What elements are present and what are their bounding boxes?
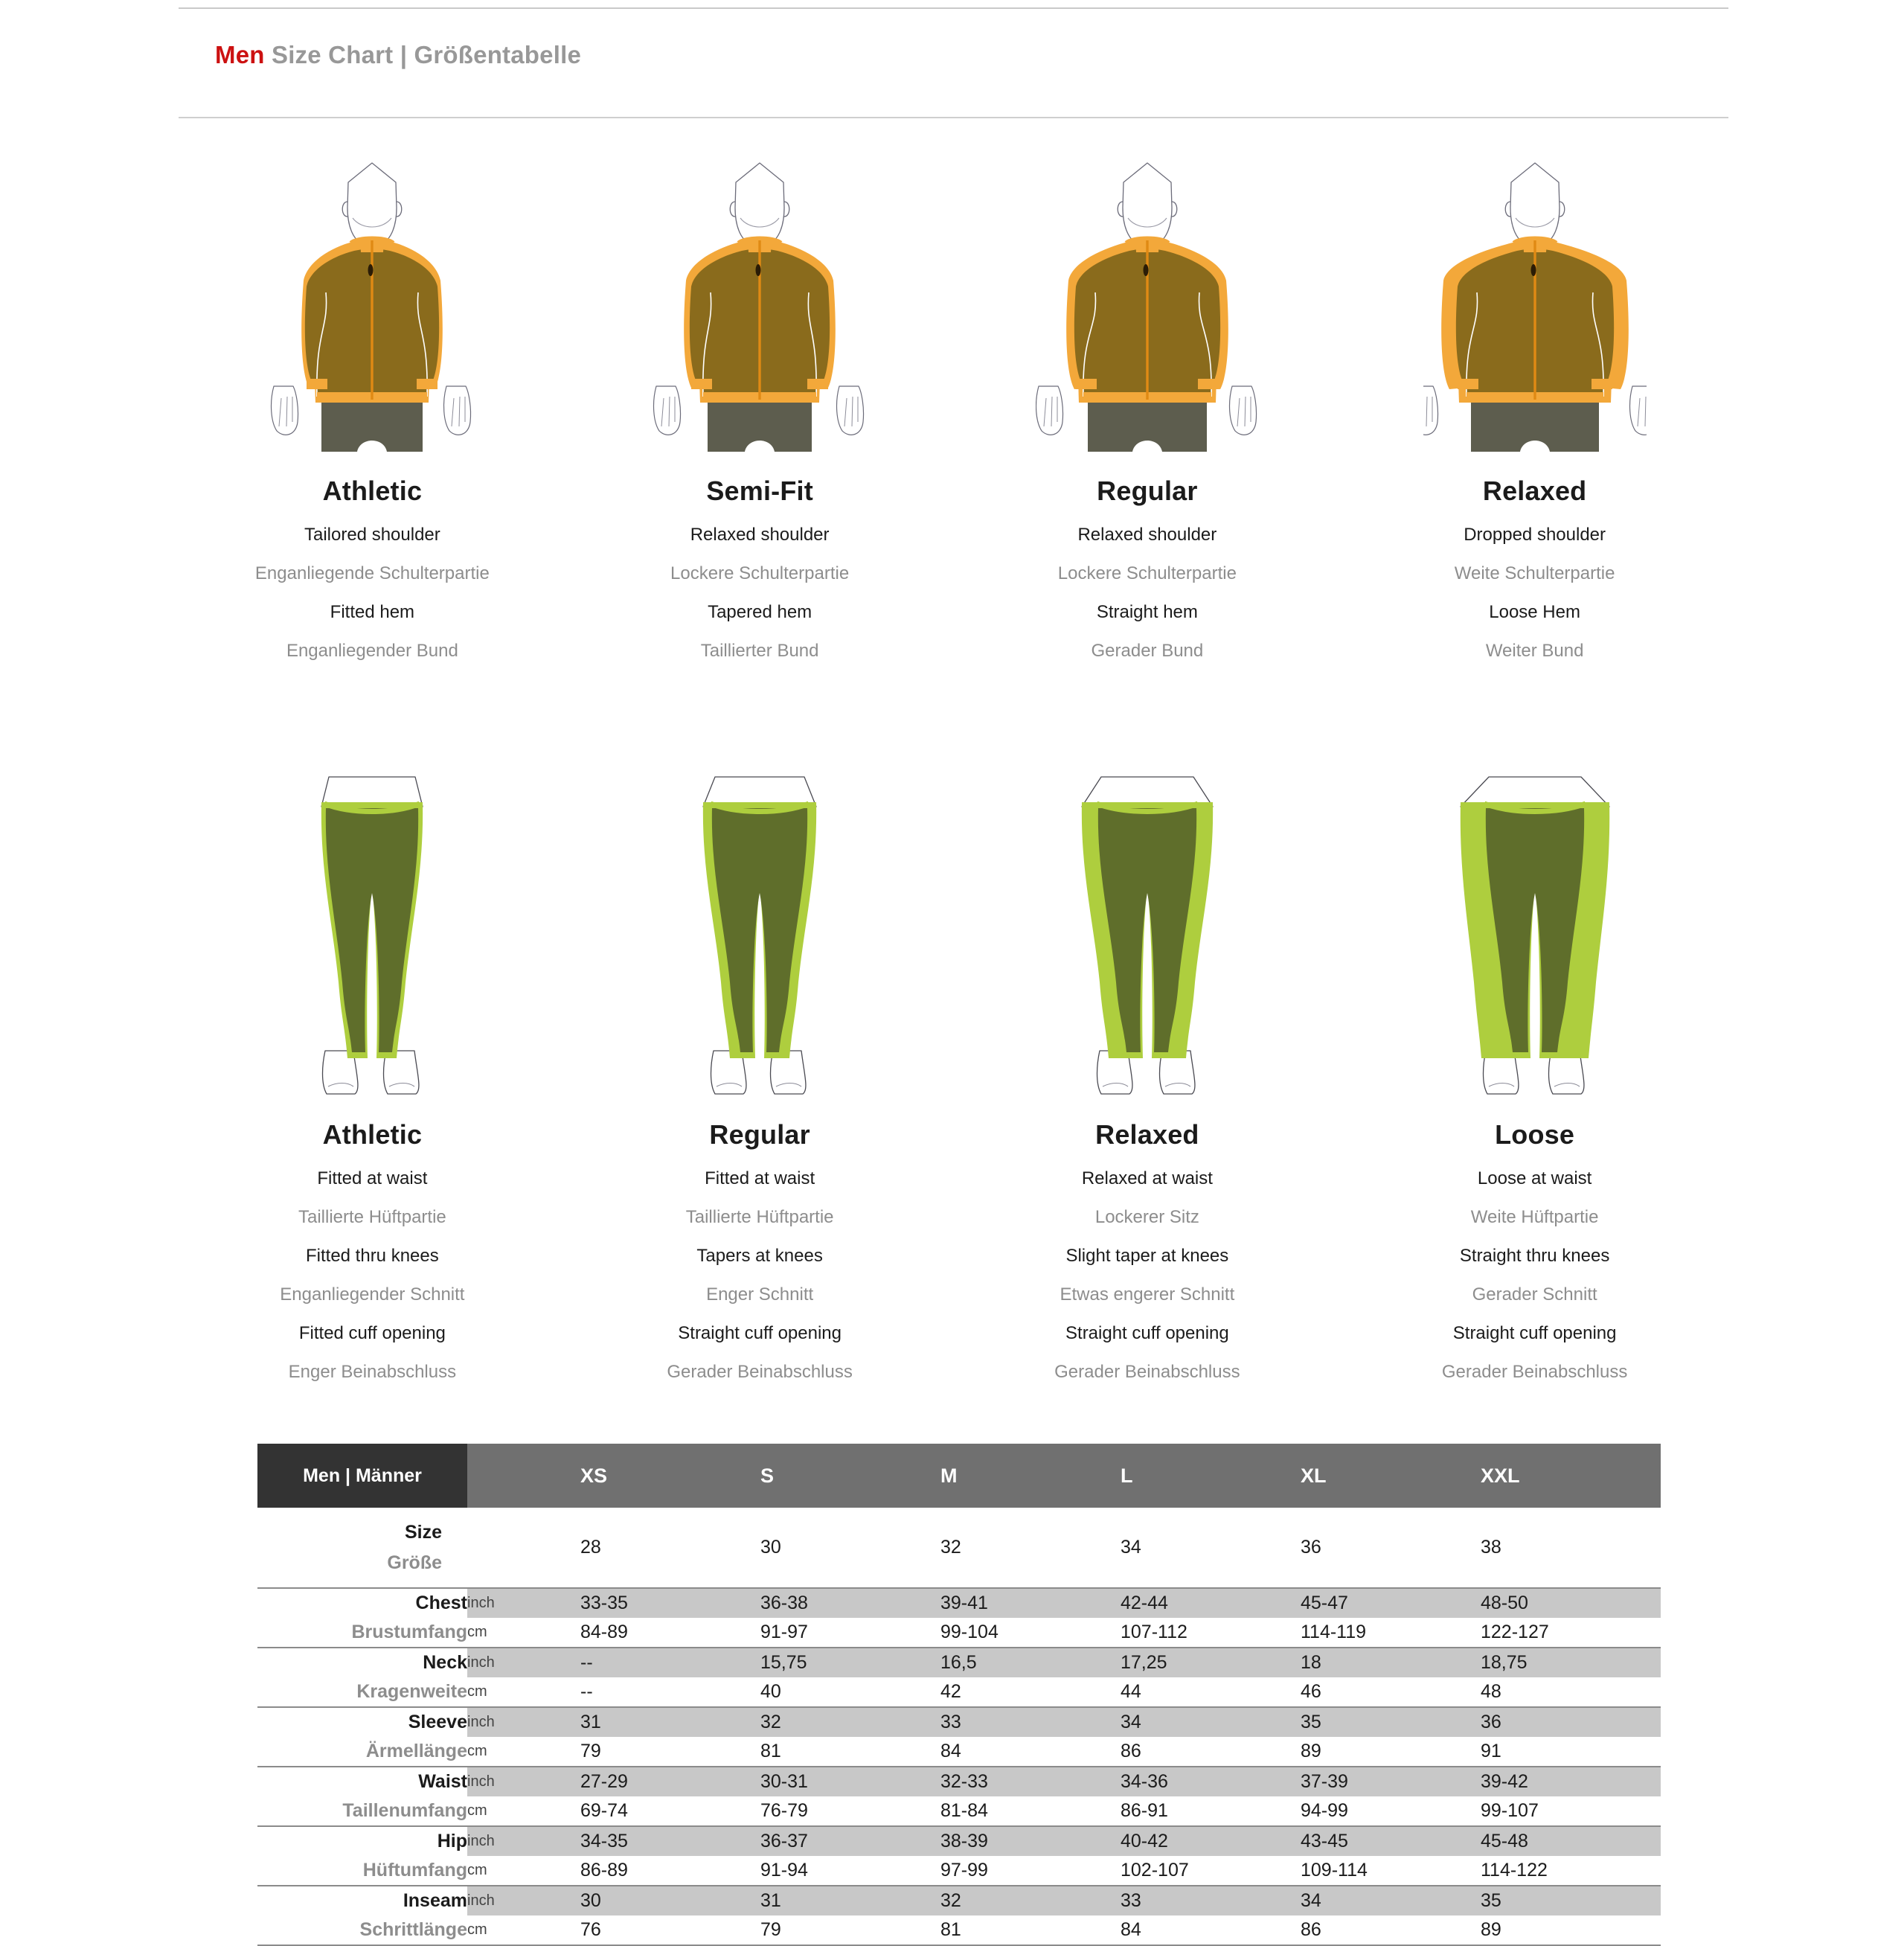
fit-detail-en: Straight cuff opening <box>678 1323 842 1343</box>
table-cell: 17,25 <box>1121 1648 1301 1677</box>
jacket-semifit-illustration <box>648 130 871 458</box>
pants-fit-column-loose <box>1341 759 1728 1383</box>
table-cell: 34 <box>1121 1537 1141 1558</box>
table-cell: 35 <box>1301 1707 1481 1737</box>
table-cell: 114-122 <box>1481 1860 1548 1881</box>
table-cell: 18 <box>1301 1648 1481 1677</box>
size-column-header-xxl: XXL <box>1481 1444 1661 1508</box>
fit-name: Regular <box>1097 476 1198 506</box>
fit-detail-de: Etwas engerer Schnitt <box>1060 1284 1235 1305</box>
table-cell: 33 <box>940 1707 1121 1737</box>
pants-fit-column-relaxed <box>954 759 1342 1383</box>
fit-detail-en: Fitted at waist <box>317 1168 428 1188</box>
fit-detail-en: Dropped shoulder <box>1464 525 1606 545</box>
pants-athletic-illustration <box>275 759 469 1101</box>
table-cell: 97-99 <box>940 1860 988 1881</box>
fit-detail-en: Relaxed shoulder <box>690 525 830 545</box>
table-cell: 81 <box>760 1741 781 1761</box>
row-label-de: Brustumfang <box>351 1622 467 1642</box>
table-cell: 16,5 <box>940 1648 1121 1677</box>
table-cell: 15,75 <box>760 1648 940 1677</box>
fit-detail-de: Gerader Schnitt <box>1472 1284 1597 1305</box>
table-cell: 84 <box>940 1741 961 1761</box>
table-cell: 45-48 <box>1481 1826 1661 1856</box>
table-cell: 40-42 <box>1121 1826 1301 1856</box>
table-cell: 39-42 <box>1481 1767 1661 1796</box>
fit-detail-en: Fitted at waist <box>705 1168 815 1188</box>
table-cell: 69-74 <box>580 1800 628 1821</box>
row-unit-cell <box>467 1508 580 1588</box>
table-row <box>257 1677 1661 1707</box>
fit-name: Relaxed <box>1482 476 1587 506</box>
table-cell: 39-41 <box>940 1588 1121 1618</box>
table-cell: 86-89 <box>580 1860 628 1881</box>
table-cell: 34 <box>1301 1886 1481 1915</box>
table-cell: 81-84 <box>940 1800 988 1821</box>
table-cell: 86-91 <box>1121 1800 1168 1821</box>
row-label-de: Größe <box>387 1552 442 1573</box>
table-cell: 40 <box>760 1681 781 1702</box>
table-row <box>257 1618 1661 1648</box>
table-row <box>257 1737 1661 1767</box>
table-cell: 30 <box>760 1537 781 1558</box>
table-cell: 43-45 <box>1301 1826 1481 1856</box>
table-cell: 102-107 <box>1121 1860 1189 1881</box>
table-cell: 89 <box>1481 1915 1661 1945</box>
row-label-de: Ärmellänge <box>365 1741 467 1761</box>
table-cell: -- <box>580 1648 760 1677</box>
table-cell: 33 <box>1121 1886 1301 1915</box>
row-label-en: Waist <box>257 1767 467 1796</box>
fit-detail-de: Enger Schnitt <box>706 1284 814 1305</box>
table-cell: 122-127 <box>1481 1622 1549 1642</box>
jacket-relaxed-illustration <box>1423 130 1647 458</box>
fit-detail-en: Straight cuff opening <box>1452 1323 1617 1343</box>
table-cell: 36 <box>1301 1537 1321 1558</box>
fit-detail-en: Tapers at knees <box>696 1246 823 1266</box>
size-table <box>257 1444 1661 1946</box>
fit-name: Relaxed <box>1095 1119 1199 1150</box>
table-cell: 30-31 <box>760 1767 940 1796</box>
table-cell: 79 <box>580 1741 601 1761</box>
table-cell: 48 <box>1481 1681 1501 1702</box>
pants-fit-column-regular <box>566 759 954 1383</box>
table-cell: 45-47 <box>1301 1588 1481 1618</box>
table-cell: 79 <box>760 1915 940 1945</box>
table-cell: 91-94 <box>760 1860 808 1881</box>
table-cell: 84 <box>1121 1915 1301 1945</box>
table-cell: 94-99 <box>1301 1800 1348 1821</box>
table-cell: 32-33 <box>940 1767 1121 1796</box>
row-unit-cell: inch <box>467 1886 580 1915</box>
table-cell: 99-107 <box>1481 1800 1539 1821</box>
fit-name: Loose <box>1495 1119 1575 1150</box>
fit-detail-en: Relaxed at waist <box>1081 1168 1213 1188</box>
jacket-fit-grid <box>179 130 1728 662</box>
row-unit-cell: inch <box>467 1707 580 1737</box>
fit-detail-de: Enganliegender Schnitt <box>280 1284 465 1305</box>
row-unit-cell: cm <box>467 1683 487 1700</box>
table-cell: 76 <box>580 1915 760 1945</box>
fit-detail-en: Straight cuff opening <box>1065 1323 1229 1343</box>
row-label-en: Inseam <box>257 1886 467 1915</box>
jacket-fit-column-semi-fit <box>566 130 954 662</box>
header-rule-bottom <box>179 117 1728 118</box>
header-rule-top <box>179 7 1728 9</box>
table-cell: -- <box>580 1681 593 1702</box>
pants-loose-illustration <box>1438 759 1632 1101</box>
row-label-en: Chest <box>257 1588 467 1618</box>
fit-detail-en: Fitted hem <box>330 602 415 622</box>
size-table-header <box>257 1444 1661 1508</box>
row-label-en: Size <box>404 1521 442 1543</box>
table-row <box>257 1648 1661 1677</box>
fit-detail-en: Relaxed shoulder <box>1077 525 1217 545</box>
table-cell: 109-114 <box>1301 1860 1368 1881</box>
fit-detail-de: Weite Hüftpartie <box>1470 1207 1599 1227</box>
fit-detail-en: Loose Hem <box>1489 602 1580 622</box>
table-cell: 28 <box>580 1537 601 1558</box>
table-cell: 34-35 <box>580 1826 760 1856</box>
jacket-fit-column-regular <box>954 130 1342 662</box>
table-cell: 31 <box>580 1707 760 1737</box>
fit-detail-en: Loose at waist <box>1477 1168 1592 1188</box>
jacket-athletic-illustration <box>260 130 484 458</box>
table-cell: 32 <box>940 1886 1121 1915</box>
size-column-header-xs: XS <box>580 1444 760 1508</box>
table-cell: 38-39 <box>940 1826 1121 1856</box>
table-cell: 32 <box>760 1707 940 1737</box>
table-row <box>257 1508 1661 1588</box>
row-unit-cell: cm <box>467 1802 487 1819</box>
table-cell: 18,75 <box>1481 1648 1661 1677</box>
fit-detail-de: Enganliegende Schulterpartie <box>254 563 490 583</box>
table-cell: 44 <box>1121 1681 1141 1702</box>
row-label-en: Sleeve <box>257 1707 467 1737</box>
fit-detail-de: Gerader Beinabschluss <box>1054 1362 1240 1382</box>
row-label-en: Hip <box>257 1826 467 1856</box>
row-label-en: Neck <box>257 1648 467 1677</box>
table-cell: 86 <box>1301 1915 1481 1945</box>
table-row <box>257 1767 1661 1796</box>
table-cell: 76-79 <box>760 1800 808 1821</box>
fit-name: Athletic <box>322 1119 423 1150</box>
page-title-rest: Size Chart | Größentabelle <box>264 41 582 68</box>
table-cell: 33-35 <box>580 1588 760 1618</box>
table-cell: 107-112 <box>1121 1622 1187 1642</box>
fit-detail-de: Weiter Bund <box>1485 641 1584 661</box>
table-row <box>257 1915 1661 1945</box>
row-unit-cell: inch <box>467 1648 580 1677</box>
size-column-header-s: S <box>760 1444 940 1508</box>
table-cell: 31 <box>760 1886 940 1915</box>
size-column-header-m: M <box>940 1444 1121 1508</box>
table-cell: 32 <box>940 1537 961 1558</box>
jacket-fit-column-athletic <box>179 130 566 662</box>
pants-regular-illustration <box>663 759 856 1101</box>
table-cell: 99-104 <box>940 1622 999 1642</box>
table-cell: 81 <box>940 1915 1121 1945</box>
row-unit-cell: cm <box>467 1743 487 1759</box>
pants-fit-grid <box>179 759 1728 1383</box>
fit-name: Regular <box>709 1119 810 1150</box>
fit-detail-en: Fitted thru knees <box>305 1246 439 1266</box>
table-cell: 91-97 <box>760 1622 808 1642</box>
table-cell: 34-36 <box>1121 1767 1301 1796</box>
size-column-header-l: L <box>1121 1444 1301 1508</box>
fit-detail-de: Taillierter Bund <box>700 641 819 661</box>
fit-detail-en: Straight hem <box>1096 602 1198 622</box>
fit-detail-de: Enger Beinabschluss <box>288 1362 457 1382</box>
table-cell: 34 <box>1121 1707 1301 1737</box>
row-label-cell <box>257 1508 467 1588</box>
fit-detail-de: Lockerer Sitz <box>1094 1207 1199 1227</box>
fit-detail-en: Tailored shoulder <box>304 525 440 545</box>
pants-fit-column-athletic <box>179 759 566 1383</box>
row-unit-cell: cm <box>467 1862 487 1878</box>
table-row <box>257 1886 1661 1915</box>
fit-detail-en: Fitted cuff opening <box>298 1323 446 1343</box>
table-cell: 42-44 <box>1121 1588 1301 1618</box>
size-table-body <box>257 1508 1661 1945</box>
table-cell: 46 <box>1301 1681 1321 1702</box>
fit-name: Athletic <box>322 476 423 506</box>
table-cell: 38 <box>1481 1537 1501 1558</box>
pants-relaxed-illustration <box>1051 759 1244 1101</box>
row-label-de: Schrittlänge <box>257 1915 467 1945</box>
fit-name: Semi-Fit <box>706 476 813 506</box>
table-cell: 30 <box>580 1886 760 1915</box>
table-cell: 35 <box>1481 1886 1661 1915</box>
fit-detail-en: Tapered hem <box>708 602 812 622</box>
fit-detail-de: Gerader Bund <box>1091 641 1204 661</box>
row-unit-cell: cm <box>467 1915 580 1945</box>
fit-detail-de: Weite Schulterpartie <box>1454 563 1615 583</box>
table-row <box>257 1588 1661 1618</box>
table-corner-label: Men | Männer <box>257 1444 467 1508</box>
row-label-de: Kragenweite <box>356 1681 467 1702</box>
table-row <box>257 1707 1661 1737</box>
table-row <box>257 1856 1661 1886</box>
row-unit-cell: inch <box>467 1588 580 1618</box>
table-row <box>257 1826 1661 1856</box>
fit-detail-de: Enganliegender Bund <box>286 641 458 661</box>
table-cell: 89 <box>1301 1741 1321 1761</box>
table-cell: 42 <box>940 1681 961 1702</box>
row-unit-cell: cm <box>467 1624 487 1640</box>
jacket-fit-column-relaxed <box>1341 130 1728 662</box>
fit-detail-de: Gerader Beinabschluss <box>1441 1362 1628 1382</box>
fit-detail-en: Straight thru knees <box>1459 1246 1610 1266</box>
table-cell: 114-119 <box>1301 1622 1367 1642</box>
table-cell: 36-37 <box>760 1826 940 1856</box>
table-unit-header <box>467 1444 580 1508</box>
table-row <box>257 1796 1661 1826</box>
table-cell: 91 <box>1481 1741 1501 1761</box>
row-unit-cell: inch <box>467 1767 580 1796</box>
fit-detail-de: Lockere Schulterpartie <box>670 563 850 583</box>
table-cell: 84-89 <box>580 1622 628 1642</box>
fit-detail-de: Taillierte Hüftpartie <box>298 1207 446 1227</box>
table-cell: 86 <box>1121 1741 1141 1761</box>
size-column-header-xl: XL <box>1301 1444 1481 1508</box>
fit-detail-de: Lockere Schulterpartie <box>1057 563 1237 583</box>
jacket-regular-illustration <box>1036 130 1259 458</box>
page-title <box>215 41 581 69</box>
table-cell: 37-39 <box>1301 1767 1481 1796</box>
table-cell: 36-38 <box>760 1588 940 1618</box>
fit-detail-en: Slight taper at knees <box>1065 1246 1229 1266</box>
table-cell: 27-29 <box>580 1767 760 1796</box>
row-unit-cell: inch <box>467 1826 580 1856</box>
row-label-de: Hüftumfang <box>362 1860 467 1881</box>
fit-detail-de: Taillierte Hüftpartie <box>685 1207 834 1227</box>
page-title-brand: Men <box>215 41 265 68</box>
table-cell: 48-50 <box>1481 1588 1661 1618</box>
table-cell: 36 <box>1481 1707 1661 1737</box>
row-label-de: Taillenumfang <box>342 1800 467 1821</box>
fit-detail-de: Gerader Beinabschluss <box>667 1362 853 1382</box>
